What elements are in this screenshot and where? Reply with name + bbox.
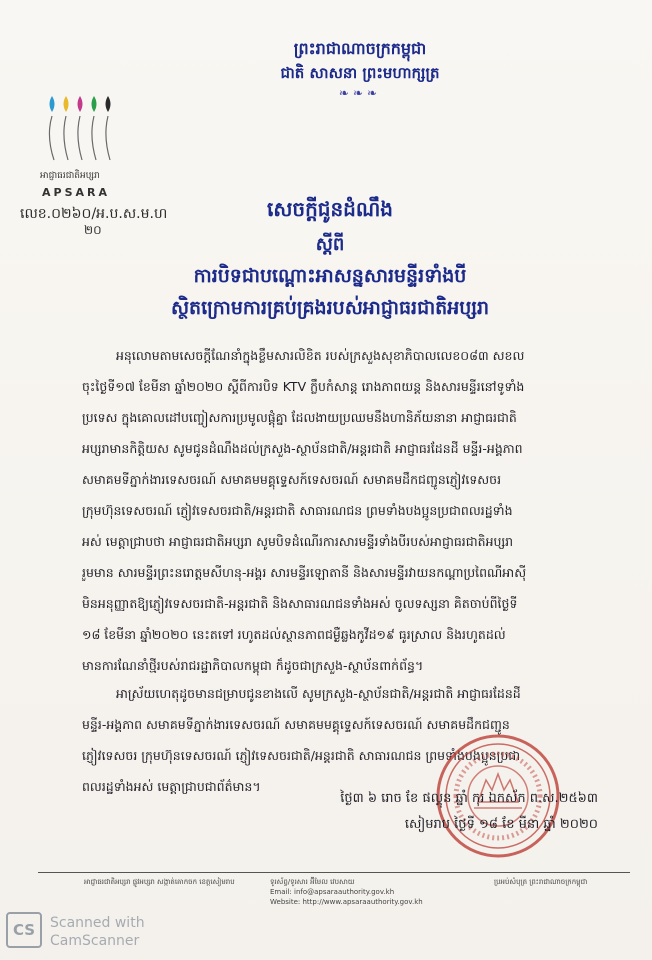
footer-postbox bbox=[494, 877, 634, 887]
document-subtitle-about: ស្តីពី bbox=[315, 234, 345, 255]
body-line: ចុះថ្ងៃទី១៧ ខែមីនា ឆ្នាំ២០២០ ស្តីពីការបិទ KTV ក្លឹបកំសាន្ត រោងភាពយន្ត និងសារមន្ទីរនៅទូទាំង bbox=[82, 379, 525, 394]
document-subject-line1: ការបិទជាបណ្តោះអាសន្នសារមន្ទីរទាំងបី bbox=[193, 265, 467, 287]
body-line: អនុលោមតាមសេចក្តីណែនាំក្នុងខ្លឹមសារលិខិត របស់ក្រសួងសុខាភិបាលលេខ០៨៣ សខល bbox=[116, 348, 525, 363]
document-subject-line2: ស្ថិតក្រោមការគ្រប់គ្រងរបស់អាជ្ញាធរជាតិអប្សរា bbox=[170, 297, 490, 319]
camscanner-line1: Scanned with bbox=[50, 915, 145, 931]
logo-flame bbox=[106, 96, 111, 112]
reference-year: ២០ bbox=[84, 223, 102, 237]
logo-flame bbox=[78, 96, 83, 112]
camscanner-line2: CamScanner bbox=[50, 933, 140, 949]
header-ornament: ❧❧❧ bbox=[338, 86, 382, 100]
body-line: ១៨ ខែមីនា ឆ្នាំ២០២០ នេះតទៅ រហូតដល់ស្ថានភាពជម្ងឺឆ្លងកូវីដ១៩ ធូរស្រាល និងរហូតដល់ bbox=[82, 627, 506, 642]
body-line: រួមមាន សារមន្ទីរព្រះនរោត្តមសីហនុ-អង្គរ សារមន្ទីរឡោតានី និងសារមន្ទីរវាយនកណ្តាប្រពៃណីអាស៊ី bbox=[82, 565, 527, 580]
body-line: អាស្រ័យហេតុដូចមានជម្រាបជូនខាងលើ សូមក្រសួង-ស្ថាប័នជាតិ/អន្តរជាតិ អាជ្ញាធរដែនដី bbox=[116, 686, 521, 701]
camscanner-watermark bbox=[50, 914, 145, 950]
logo-flame bbox=[64, 96, 69, 112]
national-motto: ជាតិ សាសនា ព្រះមហាក្សត្រ bbox=[280, 64, 440, 82]
footer-contact-label: ទូរស័ព្ទ/ទូរសារ អ៊ីមែល វេបសាយ bbox=[270, 878, 355, 886]
footer-contact bbox=[270, 877, 480, 907]
document-title: សេចក្តីជូនដំណឹង bbox=[267, 197, 393, 221]
body-line: អស់ មេត្តាជ្រាបថា អាជ្ញាធរជាតិអប្សរា សូមបិទដំណើរការសារមន្ទីរទាំងបីរបស់អាជ្ញាធរជាតិអប្សរា bbox=[82, 534, 514, 549]
footer-postbox-text: ប្រអប់សំបុត្រ ព្រះរាជាណាចក្រកម្ពុជា bbox=[494, 878, 588, 886]
footer-website: Website: http://www.apsaraauthority.gov.kh bbox=[270, 898, 423, 906]
body-line: មិនអនុញ្ញាតឱ្យភ្ញៀវទេសចរជាតិ-អន្តរជាតិ និងសាធារណជនទាំងអស់ ចូលទស្សនា គិតចាប់ពីថ្ងៃទី bbox=[82, 596, 518, 611]
body-paragraph-1 bbox=[82, 340, 642, 681]
body-line: អប្សរាមានកិត្តិយស សូមជូនដំណឹងដល់ក្រសួង-ស្ថាប័នជាតិ/អន្តរជាតិ អាជ្ញាធរដែនដី មន្ទីរ-អង្គភាព bbox=[82, 441, 523, 456]
kingdom-title: ព្រះរាជាណាចក្រកម្ពុជា bbox=[293, 39, 427, 58]
body-line: ពលរដ្ឋទាំងអស់ មេត្តាជ្រាបជាព័ត៌មាន។ bbox=[82, 779, 261, 794]
footer-address bbox=[84, 877, 254, 887]
logo-khmer-name: អាជ្ញាធរជាតិអប្សរា bbox=[40, 171, 100, 181]
footer-divider bbox=[38, 872, 630, 873]
lunar-date: ថ្ងៃ៣ ៦ រោច ខែ ផល្គុន ឆ្នាំ កុរ ឯកស័ក ព.ស.២៥៦៣ bbox=[340, 791, 598, 806]
footer-email: Email: info@apsaraauthority.gov.kh bbox=[270, 888, 395, 896]
logo-english-name: APSARA bbox=[42, 186, 110, 199]
footer-address-text: អាជ្ញាធរជាតិអប្សរា ផ្លូវអប្សរា សង្កាត់គោកចក ខេត្តសៀមរាប bbox=[84, 878, 235, 886]
body-line: ក្រុមហ៊ុនទេសចរណ៍ ភ្ញៀវទេសចរជាតិ/អន្តរជាតិ សាធារណជន ព្រមទាំងបងប្អូនប្រជាពលរដ្ឋទាំង bbox=[82, 503, 513, 518]
logo-flame bbox=[92, 96, 97, 112]
logo-flame bbox=[50, 96, 55, 112]
reference-number: លេខ.០២៦០/អ.ប.ស.ម.ហ bbox=[20, 206, 168, 222]
solar-date: សៀមរាប ថ្ងៃទី ១៨ ខែ មីនា ឆ្នាំ ២០២០ bbox=[404, 817, 598, 832]
apsara-logo bbox=[40, 86, 130, 166]
body-line: សមាគមទីភ្នាក់ងារទេសចរណ៍ សមាគមមគ្គុទ្ទេសក៍ទេសចរណ៍ សមាគមដឹកជញ្ជូនភ្ញៀវទេសចរ bbox=[82, 472, 502, 487]
body-line: មានការណែនាំថ្មីរបស់រាជរដ្ឋាភិបាលកម្ពុជា ក៏ដូចជាក្រសួង-ស្ថាប័នពាក់ព័ន្ធ។ bbox=[82, 658, 424, 673]
body-line: ប្រទេស ក្នុងគោលដៅបញ្ចៀសការប្រមូលផ្តុំគ្នា ដែលងាយប្រឈមនឹងហានិភ័យនានា អាជ្ញាធរជាតិ bbox=[82, 410, 517, 425]
kingdom-header bbox=[200, 38, 520, 100]
body-line: ភ្ញៀវទេសចរ ក្រុមហ៊ុនទេសចរណ៍ ភ្ញៀវទេសចរជាតិ/អន្តរជាតិ សាធារណជន ព្រមទាំងបងប្អូនប្រជា bbox=[82, 748, 521, 763]
camscanner-logo-icon: CS bbox=[6, 912, 42, 948]
body-line: មន្ទីរ-អង្គភាព សមាគមទីភ្នាក់ងារទេសចរណ៍ សមាគមមគ្គុទ្ទេសក៍ទេសចរណ៍ សមាគមដឹកជញ្ជូន bbox=[82, 717, 510, 732]
